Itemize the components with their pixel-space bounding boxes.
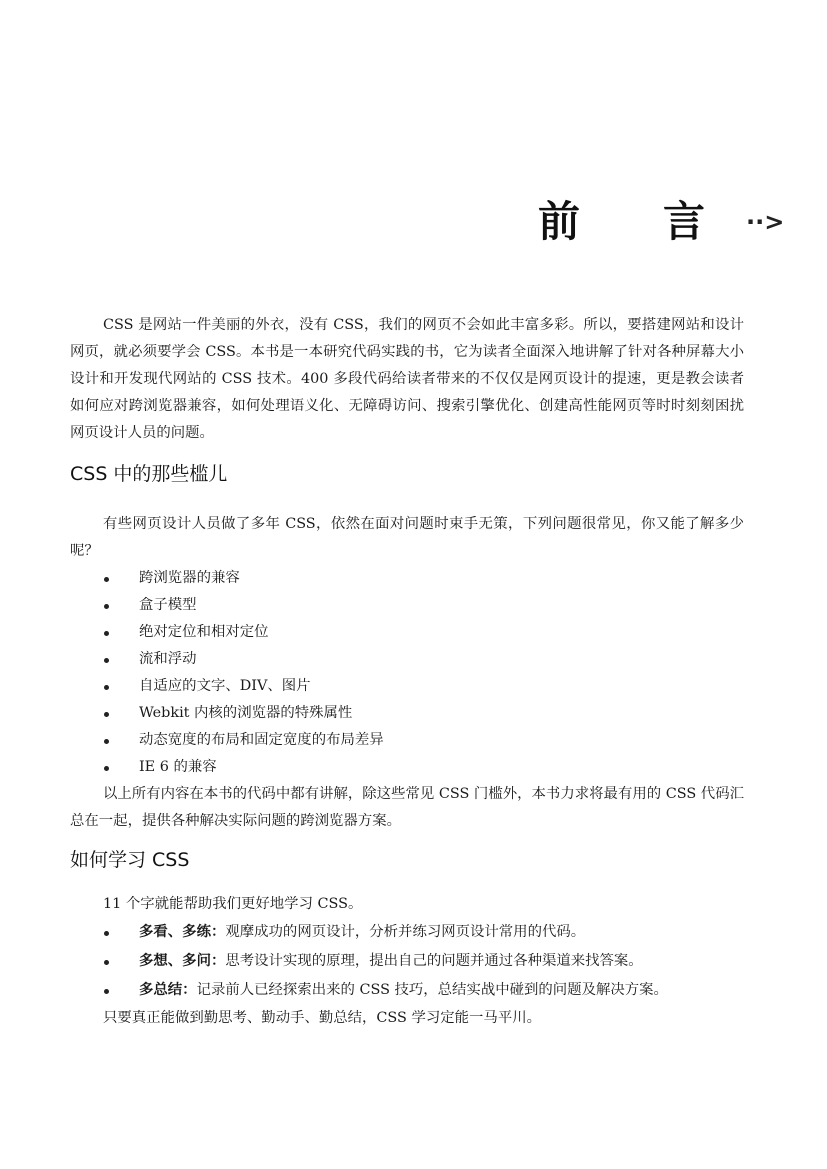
bullet-icon [104, 712, 109, 717]
bullet-icon [104, 685, 109, 690]
list-item: 流和浮动 [70, 646, 744, 673]
tip-term: 多总结： [139, 982, 197, 998]
section2-closing: 只要真正能做到勤思考、勤动手、勤总结，CSS 学习定能一马平川。 [103, 1010, 541, 1026]
section2-lead: 11 个字就能帮助我们更好地学习 CSS。 [103, 896, 363, 912]
bullet-icon [104, 960, 109, 965]
tip-text: 观摩成功的网页设计，分析并练习网页设计常用的代码。 [225, 924, 586, 940]
bullet-icon [104, 931, 109, 936]
tip-term: 多看、多练： [139, 924, 226, 940]
bullet-icon [104, 989, 109, 994]
list-item: 自适应的文字、DIV、图片 [70, 673, 744, 700]
tip-term: 多想、多问： [139, 953, 226, 969]
list-item: 绝对定位和相对定位 [70, 619, 744, 646]
section-heading-thresholds: CSS 中的那些槛儿 [70, 463, 228, 485]
bullet-icon [104, 577, 109, 582]
tips-list [70, 918, 744, 1005]
bullet-icon [104, 766, 109, 771]
tip-text: 记录前人已经探索出来的 CSS 技巧，总结实战中碰到的问题及解决方案。 [196, 982, 668, 998]
list-item [70, 947, 744, 976]
list-item: Webkit 内核的浏览器的特殊属性 [70, 700, 744, 727]
threshold-list [70, 565, 744, 781]
intro-paragraph: CSS 是网站一件美丽的外衣，没有 CSS，我们的网页不会如此丰富多彩。所以，要搭建网站和设计网页，就必须要学会 CSS。本书是一本研究代码实践的书，它为读者全面深入地讲解了针对各种屏幕大小设计和开发现代网站的 CSS 技术。400 多段代码给读者带来的不仅仅是网页设计的提速，更是教会读者如何应对跨浏览器兼容，如何处理语义化、无障碍访问、搜索引擎优化、创建高性能网页等时时刻刻困扰网页设计人员的问题。 [70, 317, 744, 441]
list-item: 动态宽度的布局和固定宽度的布局差异 [70, 727, 744, 754]
list-item [70, 918, 744, 947]
section1-lead: 有些网页设计人员做了多年 CSS，依然在面对问题时束手无策，下列问题很常见，你又能了解多少呢？ [70, 516, 744, 559]
title-char-1: 前 [538, 197, 581, 246]
bullet-icon [104, 631, 109, 636]
section-heading-learning: 如何学习 CSS [70, 849, 190, 871]
tip-text: 思考设计实现的原理，提出自己的问题并通过各种渠道来找答案。 [225, 953, 643, 969]
section1-closing: 以上所有内容在本书的代码中都有讲解，除这些常见 CSS 门槛外，本书力求将最有用的 CSS 代码汇总在一起，提供各种解决实际问题的跨浏览器方案。 [70, 786, 744, 829]
list-item [70, 976, 744, 1005]
bullet-icon [104, 658, 109, 663]
list-item: IE 6 的兼容 [70, 754, 744, 781]
list-item: 盒子模型 [70, 592, 744, 619]
bullet-icon [104, 739, 109, 744]
page-title [0, 196, 827, 256]
arrow-icon: ··> [746, 208, 785, 236]
title-char-2: 言 [663, 197, 706, 246]
bullet-icon [104, 604, 109, 609]
list-item: 跨浏览器的兼容 [70, 565, 744, 592]
page-content [70, 312, 744, 1032]
